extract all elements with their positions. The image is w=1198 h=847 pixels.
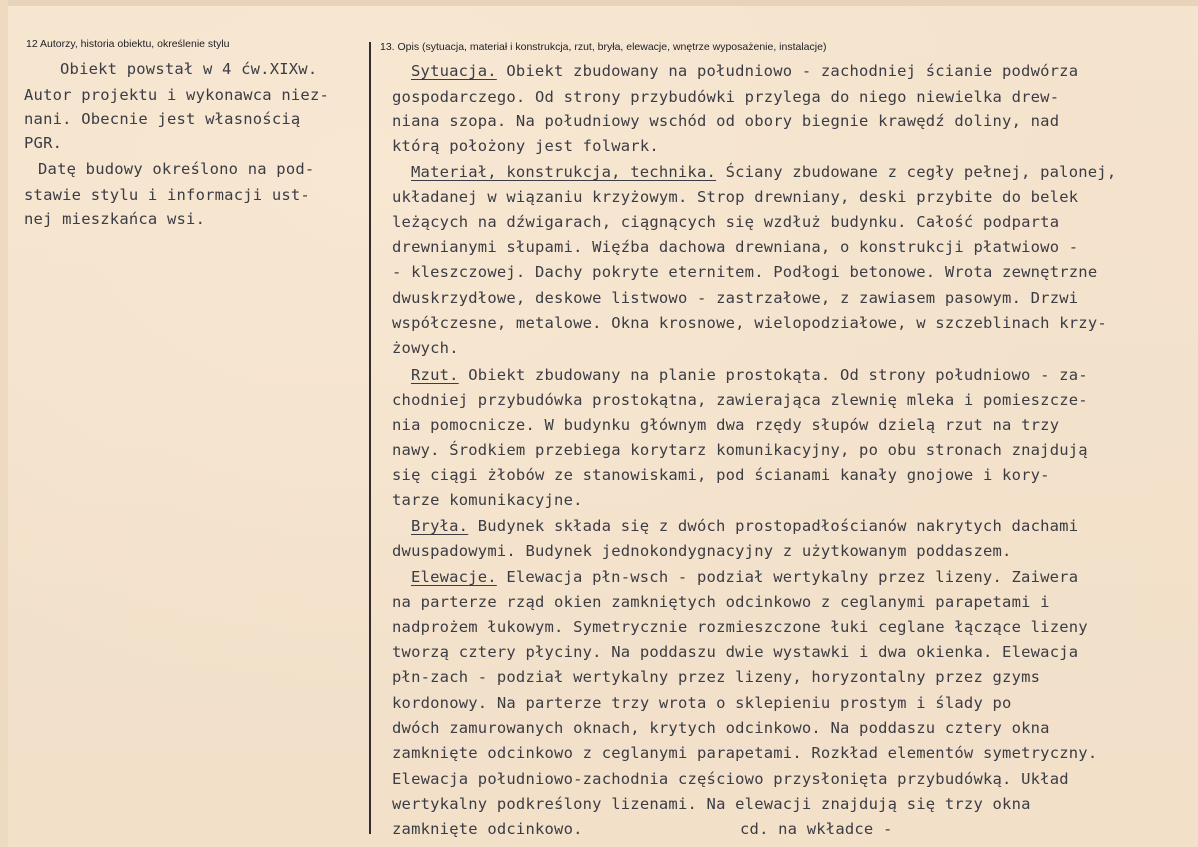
section-heading: Rzut. [411, 366, 459, 384]
column-divider [369, 42, 371, 834]
right-line: gospodarczego. Od strony przybudówki przylega do niego niewielka drew- [392, 88, 1060, 106]
right-line: na parterze rząd okien zamkniętych odcinkowo z ceglanymi parapetami i [392, 593, 1050, 611]
paper-edge-left [0, 0, 8, 847]
right-line: zamknięte odcinkowo. [392, 820, 583, 838]
right-line: którą położony jest folwark. [392, 137, 659, 155]
right-line: Elewacja południowo-zachodnia częściowo przysłonięta przybudówką. Układ [392, 770, 1069, 788]
right-line: tworzą cztery płyciny. Na poddaszu dwie wystawki i dwa okienka. Elewacja [392, 643, 1079, 661]
right-line: dwuskrzydłowe, deskowe listwowo - zastrzałowe, z zawiasem pasowym. Drzwi [392, 289, 1079, 307]
right-line: współczesne, metalowe. Okna krosnowe, wielopodziałowe, w szczeblinach krzy- [392, 314, 1107, 332]
right-line: drewnianymi słupami. Więźba dachowa drewniana, o konstrukcji płatwiowo - [392, 238, 1079, 256]
left-line: stawie stylu i informacji ust- [24, 186, 310, 204]
paper-edge-top [0, 0, 1198, 6]
left-line: PGR. [24, 134, 63, 152]
right-line: leżących na dźwigarach, ciągnących się wzdłuż budynku. Całość podparta [392, 213, 1060, 231]
section-heading: Sytuacja. [411, 62, 497, 80]
left-line: Obiekt powstał w 4 ćw.XIXw. [60, 60, 318, 78]
left-line: nani. Obecnie jest własnością [24, 110, 301, 128]
right-line: nawy. Środkiem przebiega korytarz komunikacyjny, po obu stronach znajdują [392, 441, 1088, 459]
right-line: - kleszczowej. Dachy pokryte eternitem. Podłogi betonowe. Wrota zewnętrzne [392, 263, 1098, 281]
right-line: dwuspadowymi. Budynek jednokondygnacyjny z użytkowanym poddaszem. [392, 542, 1012, 560]
section-heading: Elewacje. [411, 568, 497, 586]
right-line: się ciągi żłobów ze stanowiskami, pod ścianami kanały gnojowe i kory- [392, 466, 1050, 484]
right-line: zamknięte odcinkowo z ceglanymi parapetami. Rozkład elementów symetryczny. [392, 744, 1098, 762]
section-13-header: 13. Opis (sytuacja, materiał i konstrukcja, rzut, bryła, elewacje, wnętrze wyposażenie, instalacje) [380, 41, 827, 53]
left-line: Datę budowy określono na pod- [38, 160, 315, 178]
section-12-header: 12 Autorzy, historia obiektu, określenie stylu [26, 38, 230, 50]
right-line: Elewacje. Elewacja płn-wsch - podział wertykalny przez lizeny. Zaiwera [411, 568, 1079, 586]
right-line: układanej w wiązaniu krzyżowym. Strop drewniany, deski przybite do belek [392, 188, 1079, 206]
right-line: żowych. [392, 339, 459, 357]
right-line: nia pomocnicze. W budynku głównym dwa rzędy słupów dzielą rzut na trzy [392, 416, 1060, 434]
section-heading: Bryła. [411, 517, 469, 535]
continued-note: cd. na wkładce - [740, 820, 893, 838]
right-line: chodniej przybudówka prostokątna, zawierająca zlewnię mleka i pomieszcze- [392, 391, 1088, 409]
right-line: Bryła. Budynek składa się z dwóch prostopadłościanów nakrytych dachami [411, 517, 1079, 535]
left-line: Autor projektu i wykonawca niez- [24, 86, 330, 104]
right-line: kordonowy. Na parterze trzy wrota o sklepieniu prostym i ślady po [392, 694, 1012, 712]
right-line: nadprożem łukowym. Symetrycznie rozmieszczone łuki ceglane łączące lizeny [392, 618, 1088, 636]
right-line: Sytuacja. Obiekt zbudowany na południowo - zachodniej ścianie podwórza [411, 62, 1079, 80]
right-line: Rzut. Obiekt zbudowany na planie prostokąta. Od strony południowo - za- [411, 366, 1088, 384]
right-line: tarze komunikacyjne. [392, 491, 583, 509]
right-line: dwóch zamurowanych oknach, krytych odcinkowo. Na poddaszu cztery okna [392, 719, 1050, 737]
section-heading: Materiał, konstrukcja, technika. [411, 163, 717, 181]
left-line: nej mieszkańca wsi. [24, 210, 206, 228]
right-line: niana szopa. Na południowy wschód od obory biegnie krawędź doliny, nad [392, 112, 1060, 130]
right-line: wertykalny podkreślony lizenami. Na elewacji znajdują się trzy okna [392, 795, 1031, 813]
right-line: płn-zach - podział wertykalny przez lizeny, horyzontalny przez gzyms [392, 668, 1041, 686]
right-line: Materiał, konstrukcja, technika. Ściany zbudowane z cegły pełnej, palonej, [411, 163, 1117, 181]
